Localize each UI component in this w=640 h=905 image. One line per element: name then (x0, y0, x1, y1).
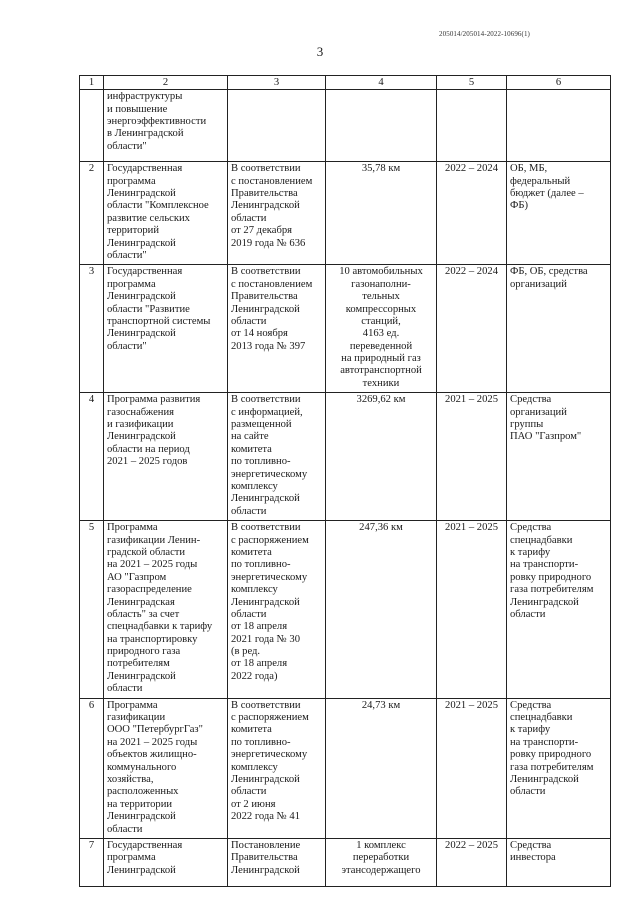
header-cell-1: 1 (80, 76, 104, 90)
indicator: 10 автомобильных газонаполни- тельных компрессорных станций, 4163 ед. переведенной на природный газ автотранспортной техники (326, 265, 437, 393)
row-number: 6 (80, 698, 104, 838)
program-name: Программа развития газоснабжения и газификации Ленинградской области на период 2021 – 2025 годов (104, 393, 228, 521)
row-number (80, 90, 104, 162)
funding-source: ФБ, ОБ, средства организаций (507, 265, 611, 393)
table-header-row (80, 76, 611, 90)
legal-basis: В соответствии с распоряжением комитета по топливно- энергетическому комплексу Ленинградской области от 2 июня 2022 года № 41 (228, 698, 326, 838)
indicator: 35,78 км (326, 162, 437, 265)
period: 2021 – 2025 (437, 521, 507, 698)
row-number: 7 (80, 838, 104, 886)
table-row (80, 698, 611, 838)
legal-basis: В соответствии с распоряжением комитета по топливно- энергетическому комплексу Ленинградской области от 18 апреля 2021 года № 30 (в ред. от 18 апреля 2022 года) (228, 521, 326, 698)
legal-basis: В соответствии с информацией, размещенной на сайте комитета по топливно- энергетическому комплексу Ленинградской области (228, 393, 326, 521)
indicator: 1 комплекс переработки этансодержащего (326, 838, 437, 886)
period: 2022 – 2025 (437, 838, 507, 886)
legal-basis: Постановление Правительства Ленинградской (228, 838, 326, 886)
header-cell-3: 3 (228, 76, 326, 90)
header-cell-4: 4 (326, 76, 437, 90)
page-number: 3 (316, 44, 324, 59)
funding-source: Средства организаций группы ПАО "Газпром" (507, 393, 611, 521)
table-row (80, 521, 611, 698)
header-cell-2: 2 (104, 76, 228, 90)
indicator (326, 90, 437, 162)
program-name: Государственная программа Ленинградской области "Развитие транспортной системы Ленинградской области" (104, 265, 228, 393)
document-id: 205014/205014-2022-10696(1) (439, 30, 530, 38)
indicator: 247,36 км (326, 521, 437, 698)
table-row (80, 265, 611, 393)
funding-source: Средства спецнадбавки к тарифу на транспорти- ровку природного газа потребителям Ленинградской области (507, 521, 611, 698)
program-name: Государственная программа Ленинградской (104, 838, 228, 886)
table-row (80, 838, 611, 886)
header-cell-5: 5 (437, 76, 507, 90)
program-name: инфраструктуры и повышение энергоэффективности в Ленинградской области" (104, 90, 228, 162)
table-row (80, 90, 611, 162)
program-name: Государственная программа Ленинградской области "Комплексное развитие сельских территорий Ленинградской области" (104, 162, 228, 265)
row-number: 2 (80, 162, 104, 265)
period: 2022 – 2024 (437, 265, 507, 393)
program-name: Программа газификации Ленин- градской области на 2021 – 2025 годы АО "Газпром газораспределение Ленинградская область" за счет спецнадбавки к тарифу на транспортировку природного газа потребителям Ленинградской области (104, 521, 228, 698)
legal-basis: В соответствии с постановлением Правительства Ленинградской области от 14 ноября 2013 года № 397 (228, 265, 326, 393)
legal-basis (228, 90, 326, 162)
period: 2022 – 2024 (437, 162, 507, 265)
programs-table (79, 75, 611, 887)
indicator: 24,73 км (326, 698, 437, 838)
table-row (80, 162, 611, 265)
table-row (80, 393, 611, 521)
funding-source: Средства инвестора (507, 838, 611, 886)
period: 2021 – 2025 (437, 698, 507, 838)
header-cell-6: 6 (507, 76, 611, 90)
row-number: 5 (80, 521, 104, 698)
funding-source: ОБ, МБ, федеральный бюджет (далее – ФБ) (507, 162, 611, 265)
legal-basis: В соответствии с постановлением Правительства Ленинградской области от 27 декабря 2019 года № 636 (228, 162, 326, 265)
row-number: 4 (80, 393, 104, 521)
period (437, 90, 507, 162)
period: 2021 – 2025 (437, 393, 507, 521)
funding-source: Средства спецнадбавки к тарифу на транспорти- ровку природного газа потребителям Ленинградской области (507, 698, 611, 838)
program-name: Программа газификации ООО "ПетербургГаз" на 2021 – 2025 годы объектов жилищно- коммунального хозяйства, расположенных на территории Ленинградской области (104, 698, 228, 838)
funding-source (507, 90, 611, 162)
indicator: 3269,62 км (326, 393, 437, 521)
row-number: 3 (80, 265, 104, 393)
